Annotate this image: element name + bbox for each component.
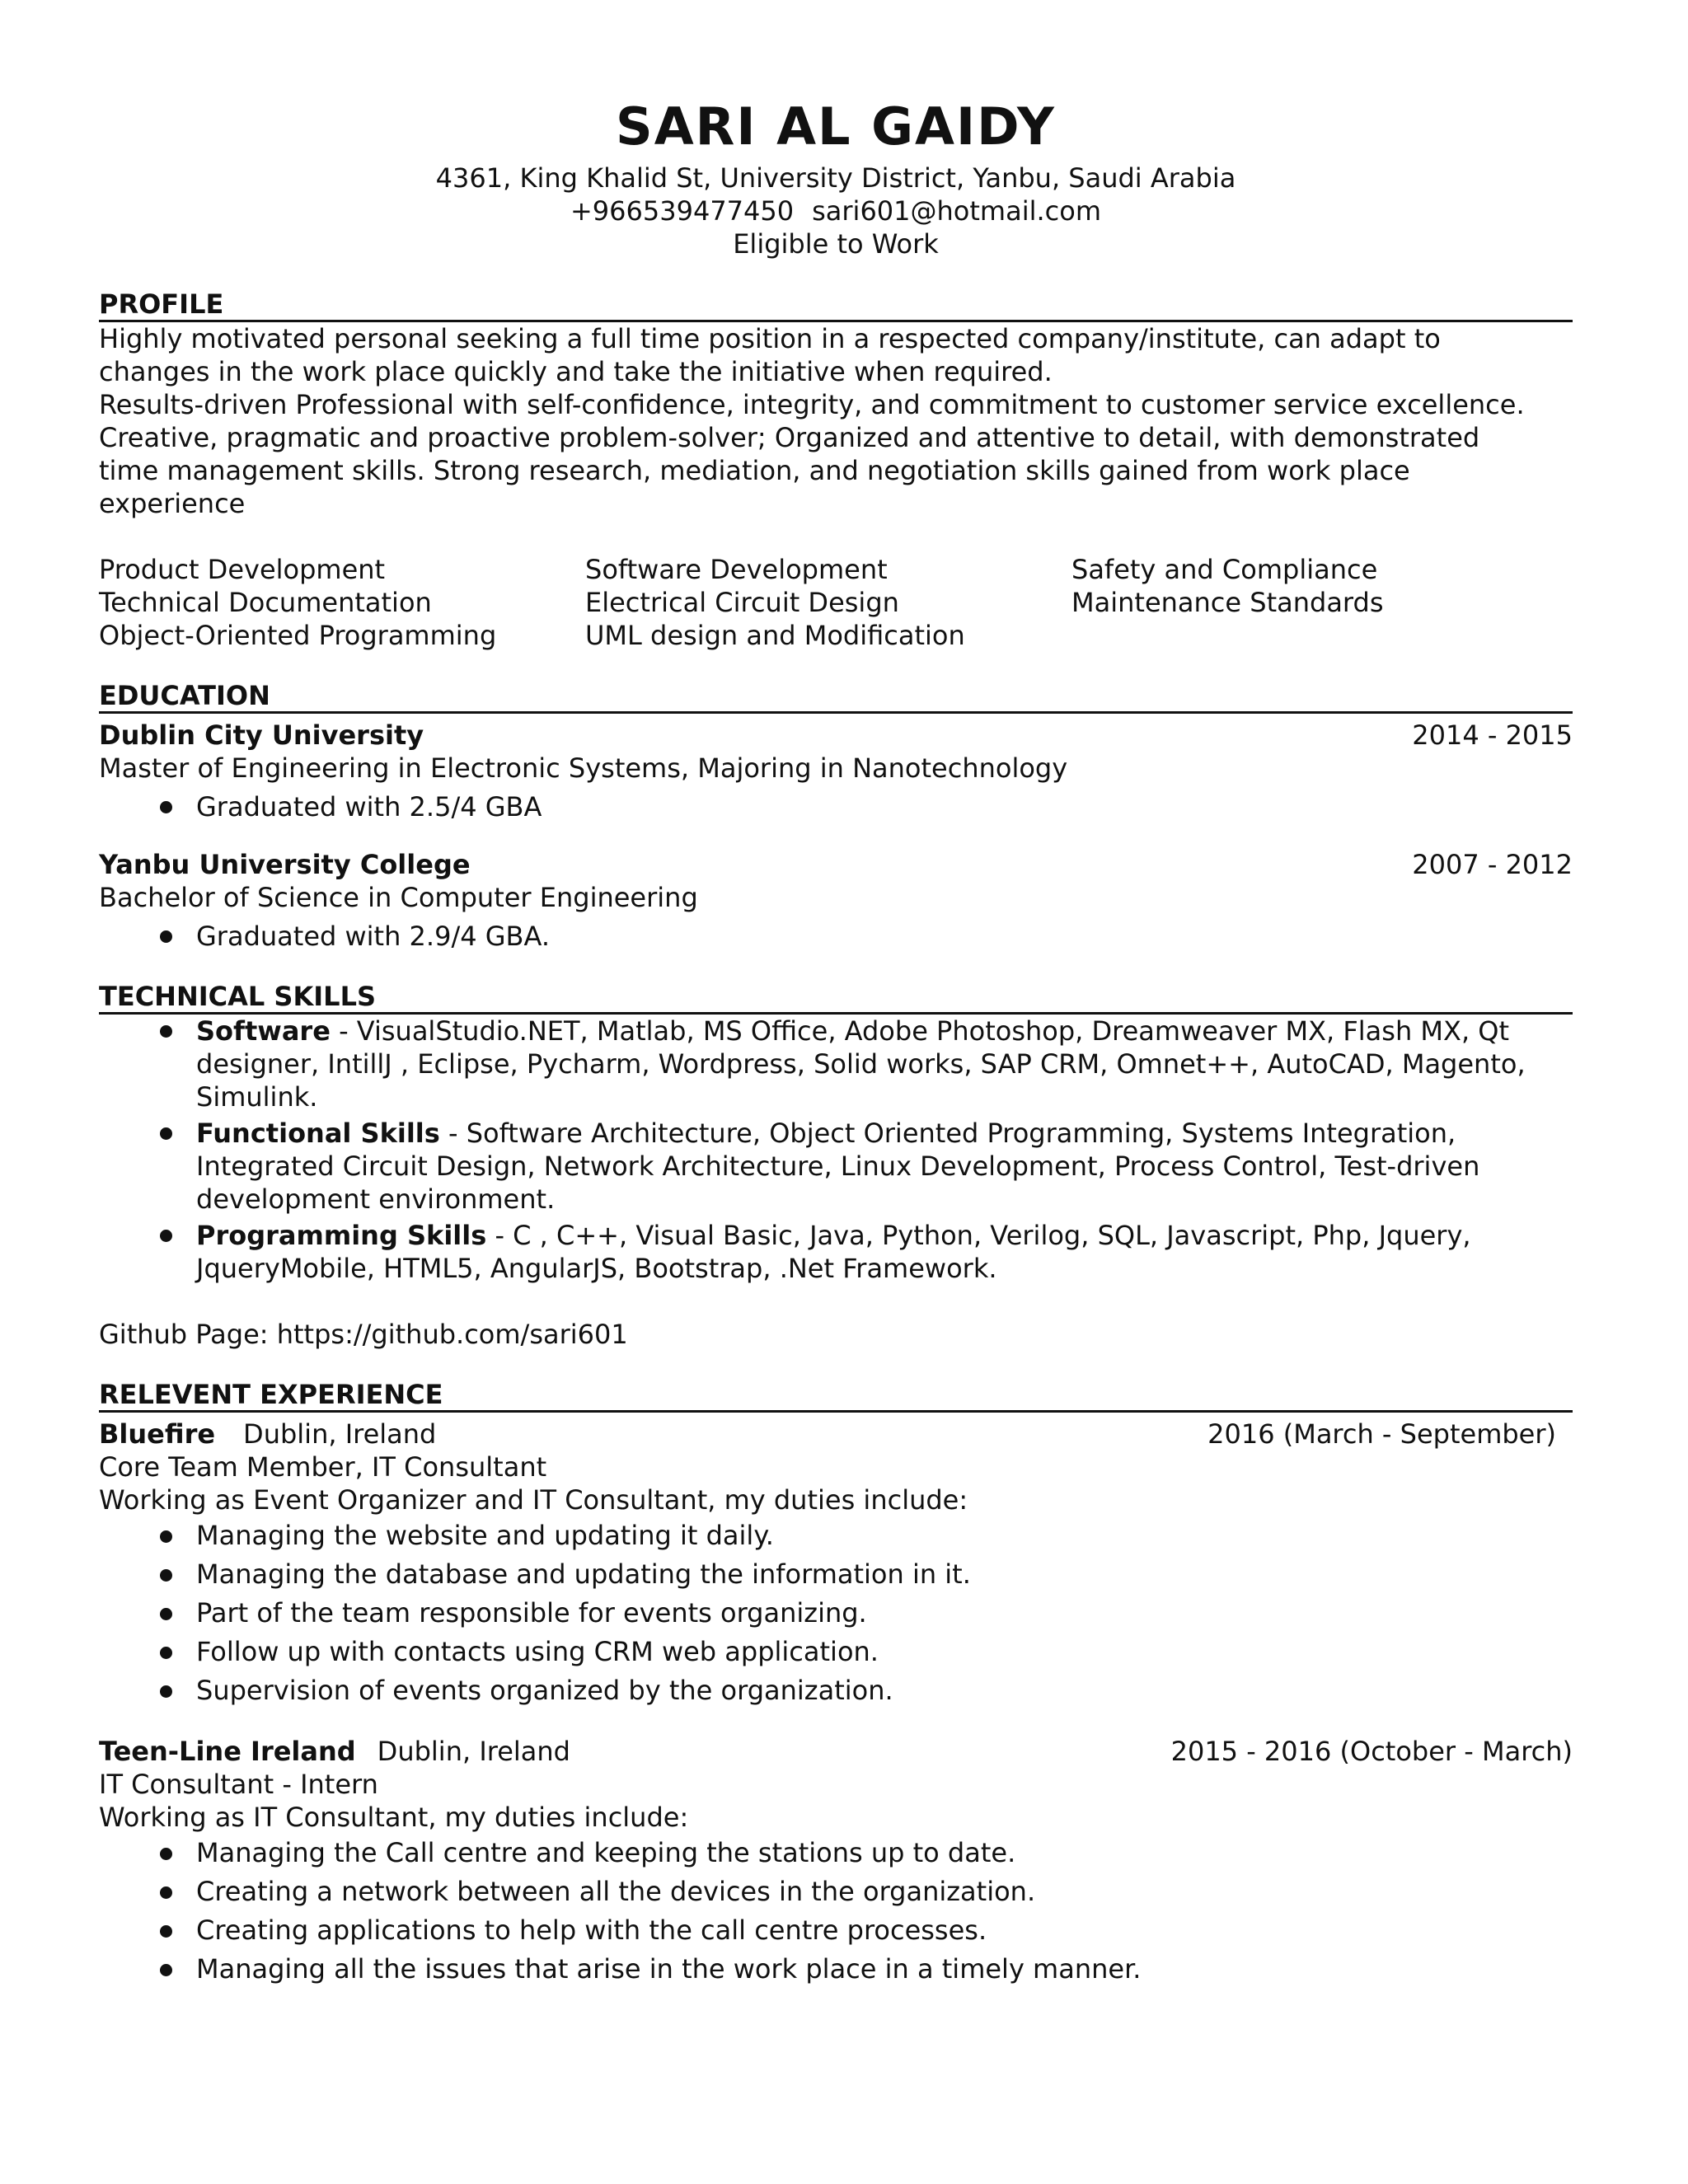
list-item: Supervision of events organized by the organization.	[99, 1671, 1573, 1710]
skill-text: designer, IntillJ , Eclipse, Pycharm, Wordpress, Solid works, SAP CRM, Omnet++, AutoCAD, Magento,	[196, 1048, 1526, 1080]
degree: Bachelor of Science in Computer Engineering	[99, 882, 698, 913]
list-item: Managing all the issues that arise in the work place in a timely manner.	[99, 1950, 1573, 1989]
list-item: Managing the Call centre and keeping the stations up to date.	[99, 1834, 1573, 1872]
duties-intro: Working as IT Consultant, my duties include:	[99, 1802, 689, 1833]
phone: +966539477450	[570, 195, 795, 227]
education-bullets	[99, 920, 1573, 953]
core-skill: Safety and Compliance	[1071, 554, 1378, 585]
contact-line	[99, 194, 1573, 227]
github-link[interactable]: Github Page: https://github.com/sari601	[99, 1319, 628, 1350]
technical-skill-item	[99, 1015, 1573, 1113]
core-skill: Product Development	[99, 554, 386, 585]
profile-line: experience	[99, 488, 246, 519]
resume-content	[99, 96, 1573, 1989]
duties-list	[99, 1516, 1573, 1710]
list-item: Managing the website and updating it daily.	[99, 1516, 1573, 1555]
list-item: Graduated with 2.9/4 GBA.	[99, 920, 1573, 953]
location: Dublin, Ireland	[243, 1418, 437, 1450]
org-and-location	[99, 1735, 570, 1768]
list-item: Part of the team responsible for events organizing.	[99, 1594, 1573, 1633]
core-skill: Software Development	[585, 554, 888, 585]
section-title-education: EDUCATION	[99, 680, 1573, 714]
section-title-technical-skills: TECHNICAL SKILLS	[99, 981, 1573, 1015]
experience-header	[99, 1735, 1573, 1768]
education-bullets	[99, 790, 1573, 823]
education-header	[99, 719, 1573, 752]
skill-text: JqueryMobile, HTML5, AngularJS, Bootstrap, .Net Framework.	[196, 1253, 997, 1284]
section-title-profile: PROFILE	[99, 288, 1573, 322]
skill-category-label: Software	[196, 1015, 331, 1047]
education-entry	[99, 848, 1573, 953]
list-item: Creating applications to help with the call centre processes.	[99, 1911, 1573, 1950]
technical-skills-list	[99, 1015, 1573, 1285]
skill-text: - C , C++, Visual Basic, Java, Python, Verilog, SQL, Javascript, Php, Jquery,	[486, 1220, 1471, 1251]
duties-intro: Working as Event Organizer and IT Consultant, my duties include:	[99, 1484, 968, 1516]
section-title-experience: RELEVENT EXPERIENCE	[99, 1379, 1573, 1413]
skill-text: development environment.	[196, 1183, 556, 1215]
profile-line: Creative, pragmatic and proactive problem-solver; Organized and attentive to detail, with demonstrated	[99, 422, 1480, 453]
core-skill: Maintenance Standards	[1071, 587, 1384, 618]
experience-entry	[99, 1418, 1573, 1710]
core-skill: Object-Oriented Programming	[99, 620, 497, 651]
profile-line: Highly motivated personal seeking a full time position in a respected company/institute, can adapt to	[99, 323, 1441, 354]
education-header	[99, 848, 1573, 881]
organization-name: Teen-Line Ireland	[99, 1736, 356, 1767]
technical-skill-item	[99, 1219, 1573, 1285]
core-skills-grid	[99, 553, 1573, 652]
list-item: Follow up with contacts using CRM web application.	[99, 1633, 1573, 1671]
core-skill: Technical Documentation	[99, 587, 432, 618]
list-item: Creating a network between all the devices in the organization.	[99, 1872, 1573, 1911]
candidate-name: SARI AL GAIDY	[616, 96, 1056, 157]
location: Dublin, Ireland	[377, 1736, 570, 1767]
degree: Master of Engineering in Electronic Systems, Majoring in Nanotechnology	[99, 752, 1068, 784]
list-item: Graduated with 2.5/4 GBA	[99, 790, 1573, 823]
profile-line: Results-driven Professional with self-confidence, integrity, and commitment to customer service excellence.	[99, 389, 1525, 420]
address: 4361, King Khalid St, University District, Yanbu, Saudi Arabia	[435, 162, 1236, 194]
skill-text: - Software Architecture, Object Oriented Programming, Systems Integration,	[439, 1118, 1456, 1149]
profile-summary	[99, 322, 1573, 520]
list-item: Managing the database and updating the information in it.	[99, 1555, 1573, 1594]
duties-list	[99, 1834, 1573, 1989]
school-name: Dublin City University	[99, 719, 424, 751]
education-dates: 2014 - 2015	[1412, 719, 1573, 751]
job-role: Core Team Member, IT Consultant	[99, 1451, 547, 1483]
experience-header	[99, 1418, 1573, 1451]
work-eligibility: Eligible to Work	[733, 228, 939, 260]
organization-name: Bluefire	[99, 1418, 216, 1450]
skill-category-label: Programming Skills	[196, 1220, 487, 1251]
skill-category-label: Functional Skills	[196, 1118, 440, 1149]
experience-entry	[99, 1735, 1573, 1989]
profile-line: time management skills. Strong research, mediation, and negotiation skills gained from work place	[99, 455, 1410, 486]
education-entry	[99, 719, 1573, 823]
core-skill: Electrical Circuit Design	[585, 587, 899, 618]
org-and-location	[99, 1418, 436, 1451]
skill-text: - VisualStudio.NET, Matlab, MS Office, Adobe Photoshop, Dreamweaver MX, Flash MX, Qt	[330, 1015, 1510, 1047]
school-name: Yanbu University College	[99, 849, 471, 880]
core-skill: UML design and Modification	[585, 620, 965, 651]
job-role: IT Consultant - Intern	[99, 1769, 378, 1800]
profile-line: changes in the work place quickly and take the initiative when required.	[99, 356, 1053, 387]
email: sari601@hotmail.com	[812, 195, 1101, 227]
skill-text: Integrated Circuit Design, Network Architecture, Linux Development, Process Control, Test-driven	[196, 1151, 1480, 1182]
experience-dates: 2015 - 2016 (October - March)	[1170, 1736, 1573, 1767]
skill-text: Simulink.	[196, 1081, 318, 1113]
experience-dates: 2016 (March - September)	[1207, 1418, 1556, 1450]
education-dates: 2007 - 2012	[1412, 849, 1573, 880]
technical-skill-item	[99, 1117, 1573, 1216]
